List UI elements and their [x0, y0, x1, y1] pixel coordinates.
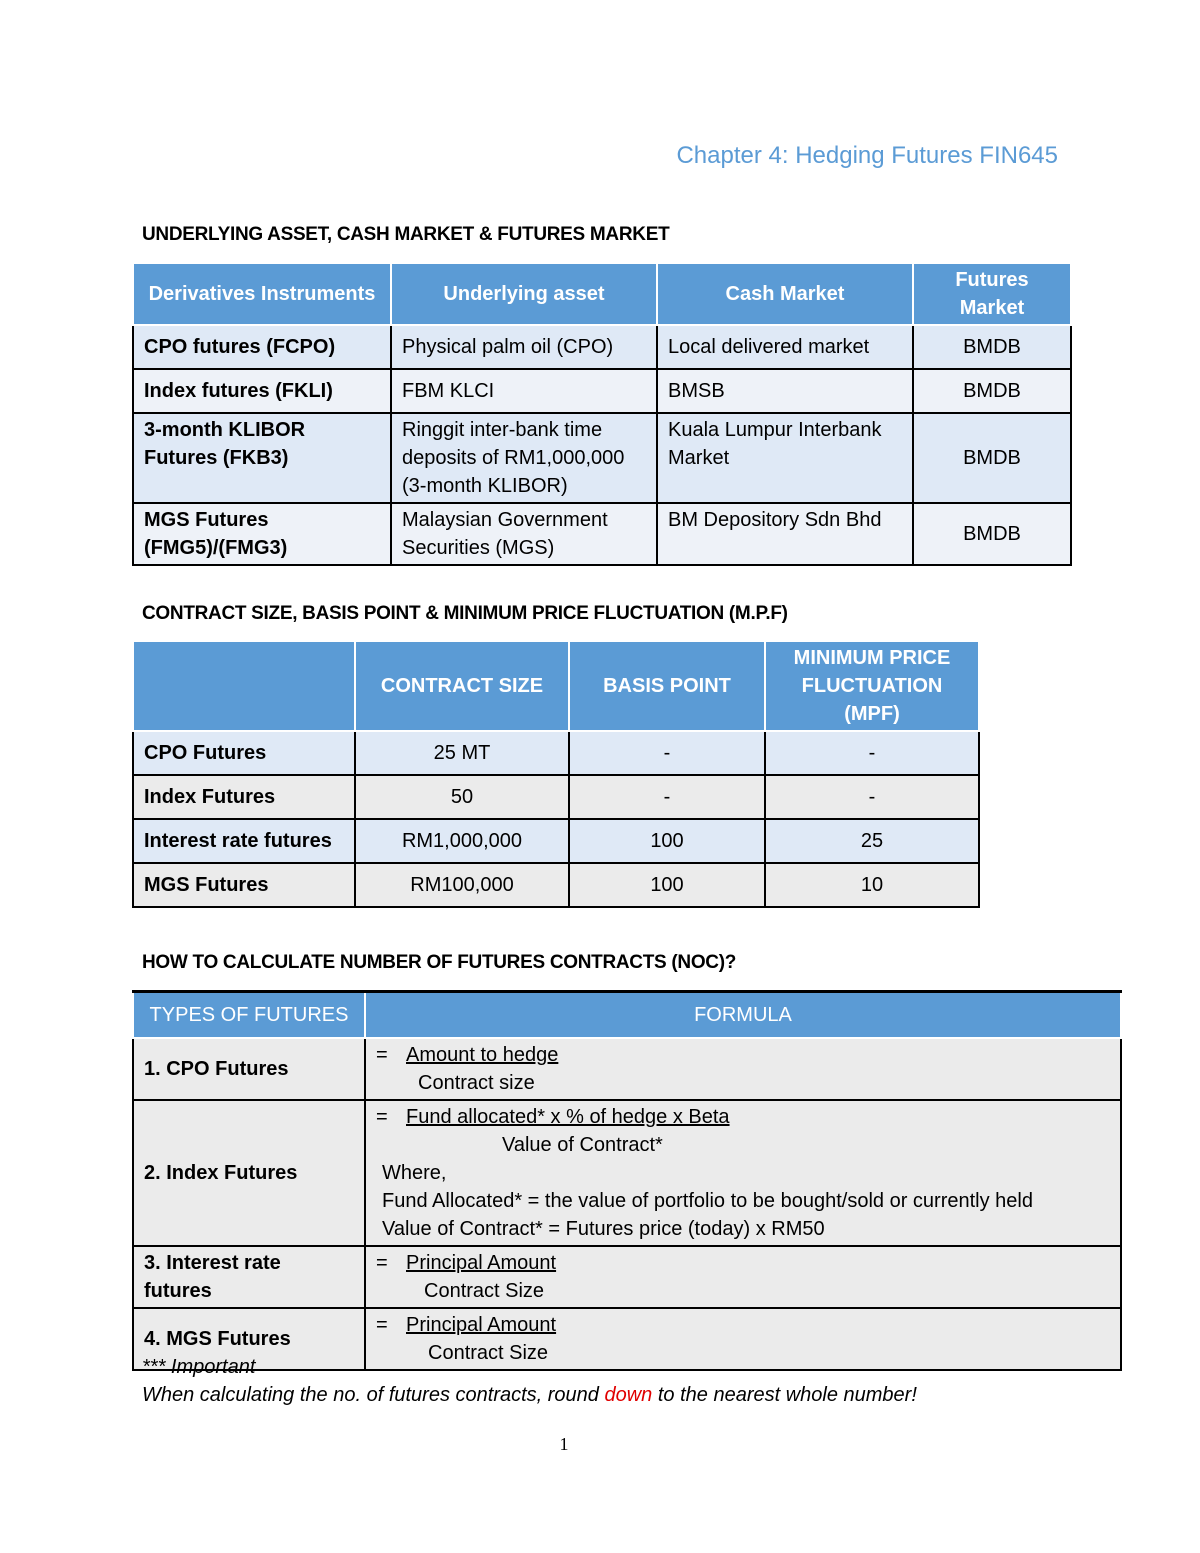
futures-type-cell: 3. Interest rate futures	[133, 1246, 365, 1308]
contract-size-table	[132, 640, 980, 908]
table-row	[133, 1246, 1121, 1308]
formula-cell	[365, 1038, 1121, 1100]
table-cell: 50	[355, 775, 569, 819]
table-row	[133, 503, 1071, 565]
table-cell: Ringgit inter-bank time deposits of RM1,000,000 (3-month KLIBOR)	[391, 413, 657, 503]
column-header: Futures Market	[913, 263, 1071, 325]
column-header: FORMULA	[365, 992, 1121, 1039]
table-cell: 3-month KLIBOR Futures (FKB3)	[133, 413, 391, 503]
table-row	[133, 819, 979, 863]
formula-denominator: Contract Size	[424, 1280, 545, 1302]
column-header: Cash Market	[657, 263, 913, 325]
section2-heading: CONTRACT SIZE, BASIS POINT & MINIMUM PRICE FLUCTUATION (M.P.F)	[142, 603, 788, 624]
table-cell: 25 MT	[355, 731, 569, 775]
noc-formula-table	[132, 990, 1122, 1371]
column-header: CONTRACT SIZE	[355, 641, 569, 731]
table-cell: -	[569, 775, 765, 819]
table-row	[133, 369, 1071, 413]
note-text-before: When calculating the no. of futures contracts, round	[142, 1384, 605, 1406]
table-cell: Local delivered market	[657, 325, 913, 369]
table-cell: Physical palm oil (CPO)	[391, 325, 657, 369]
table-cell: -	[569, 731, 765, 775]
table-cell: RM100,000	[355, 863, 569, 907]
formula-where: Where,	[382, 1162, 447, 1184]
futures-type-cell: 1. CPO Futures	[133, 1038, 365, 1100]
table-cell: Kuala Lumpur Interbank Market	[657, 413, 913, 503]
table-cell: 10	[765, 863, 979, 907]
table-cell: BMDB	[913, 503, 1071, 565]
section1-heading: UNDERLYING ASSET, CASH MARKET & FUTURES MARKET	[142, 224, 670, 245]
table-cell: CPO Futures	[133, 731, 355, 775]
table-row	[133, 1038, 1121, 1100]
table-cell: BM Depository Sdn Bhd	[657, 503, 913, 565]
table-cell: MGS Futures	[133, 863, 355, 907]
important-note-text	[142, 1384, 917, 1407]
table-row	[133, 775, 979, 819]
equals-sign: =	[376, 1044, 388, 1066]
formula-denominator: Contract size	[418, 1072, 535, 1094]
table-cell: -	[765, 731, 979, 775]
formula-numerator: Amount to hedge	[406, 1044, 559, 1066]
table-cell: 100	[569, 819, 765, 863]
section3-heading: HOW TO CALCULATE NUMBER OF FUTURES CONTRACTS (NOC)?	[142, 952, 737, 973]
table-row	[133, 1308, 1121, 1370]
table-row	[133, 863, 979, 907]
formula-denominator: Value of Contract*	[502, 1134, 663, 1156]
underlying-asset-table	[132, 262, 1072, 566]
formula-denominator: Contract Size	[428, 1342, 549, 1364]
column-header: TYPES OF FUTURES	[133, 992, 365, 1039]
formula-note: Value of Contract* = Futures price (today) x RM50	[382, 1218, 825, 1240]
table-cell: FBM KLCI	[391, 369, 657, 413]
table-row	[133, 1100, 1121, 1246]
page-number: 1	[559, 1434, 569, 1454]
column-header: Underlying asset	[391, 263, 657, 325]
table-cell: BMDB	[913, 413, 1071, 503]
page-header-title: Chapter 4: Hedging Futures FIN645	[676, 142, 1058, 169]
column-header	[133, 641, 355, 731]
table-cell: Malaysian Government Securities (MGS)	[391, 503, 657, 565]
table-cell: BMDB	[913, 369, 1071, 413]
formula-numerator: Principal Amount	[406, 1252, 557, 1274]
table-cell: CPO futures (FCPO)	[133, 325, 391, 369]
column-header: BASIS POINT	[569, 641, 765, 731]
table-header-row	[133, 641, 979, 731]
note-highlight: down	[604, 1384, 653, 1406]
table-cell: -	[765, 775, 979, 819]
table-cell: 25	[765, 819, 979, 863]
equals-sign: =	[376, 1252, 388, 1274]
formula-note: Fund Allocated* = the value of portfolio to be bought/sold or currently held	[382, 1190, 1033, 1212]
table-cell: Index Futures	[133, 775, 355, 819]
formula-numerator: Fund allocated* x % of hedge x Beta	[406, 1106, 730, 1128]
formula-numerator: Principal Amount	[406, 1314, 557, 1336]
futures-type-cell: 4. MGS Futures	[133, 1308, 365, 1370]
column-header: MINIMUM PRICE FLUCTUATION (MPF)	[765, 641, 979, 731]
formula-cell	[365, 1100, 1121, 1246]
note-text-after: to the nearest whole number!	[652, 1384, 917, 1406]
column-header: Derivatives Instruments	[133, 263, 391, 325]
futures-type-cell: 2. Index Futures	[133, 1100, 365, 1246]
table-cell: 100	[569, 863, 765, 907]
table-row	[133, 325, 1071, 369]
table-row	[133, 731, 979, 775]
formula-cell	[365, 1308, 1121, 1370]
table-cell: BMSB	[657, 369, 913, 413]
table-cell: BMDB	[913, 325, 1071, 369]
table-cell: MGS Futures (FMG5)/(FMG3)	[133, 503, 391, 565]
table-header-row	[133, 992, 1121, 1039]
equals-sign: =	[376, 1106, 388, 1128]
table-header-row	[133, 263, 1071, 325]
important-note-label: *** Important	[142, 1356, 256, 1378]
equals-sign: =	[376, 1314, 388, 1336]
table-cell: Interest rate futures	[133, 819, 355, 863]
table-cell: Index futures (FKLI)	[133, 369, 391, 413]
table-row	[133, 413, 1071, 503]
table-cell: RM1,000,000	[355, 819, 569, 863]
formula-cell	[365, 1246, 1121, 1308]
